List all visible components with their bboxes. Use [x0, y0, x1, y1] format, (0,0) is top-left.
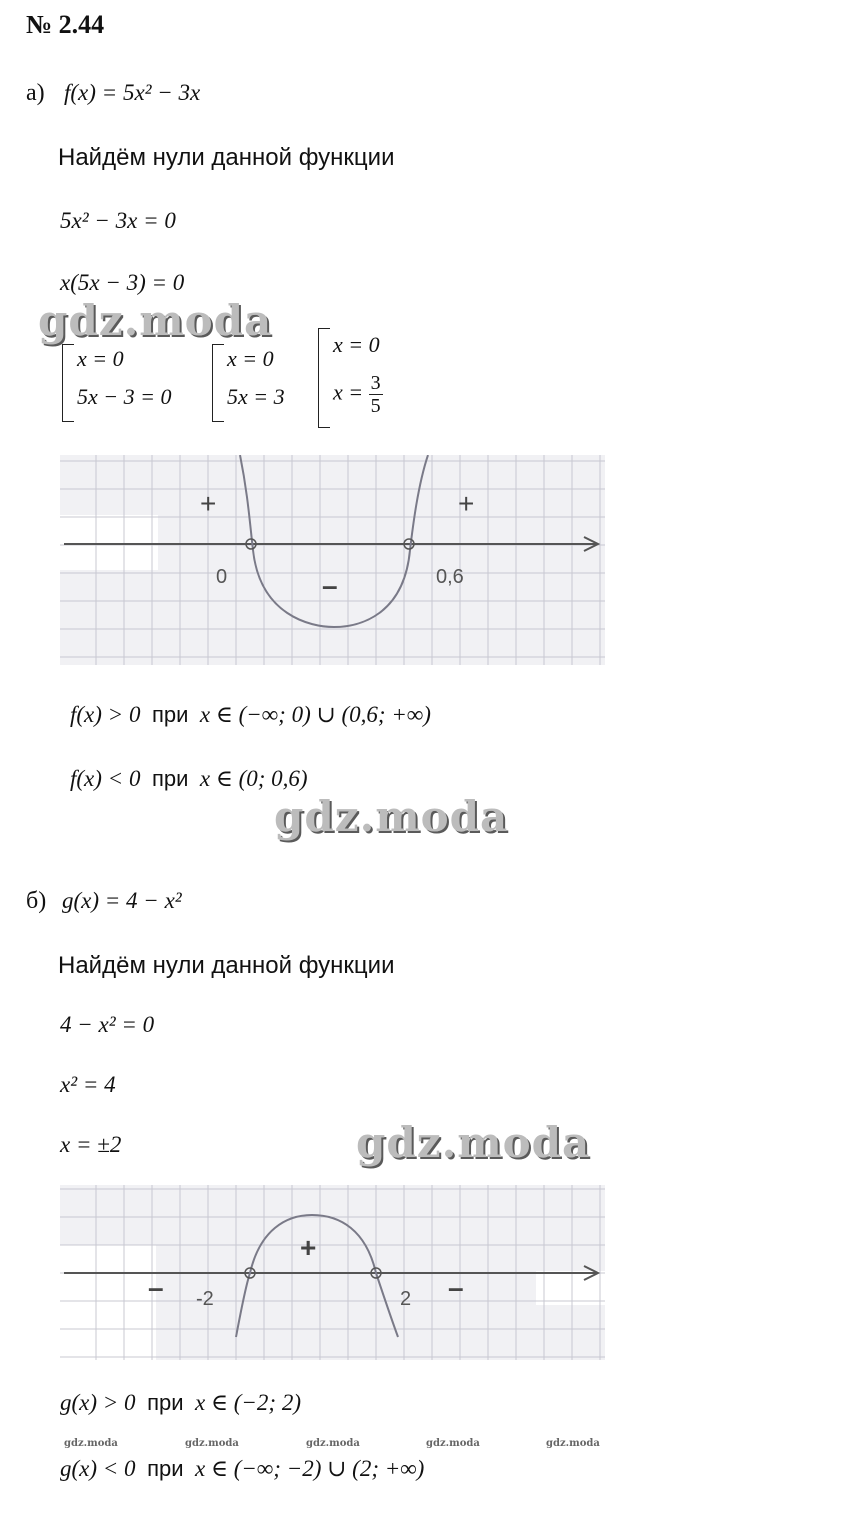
- part-b-equation-2: x² = 4: [60, 1072, 116, 1097]
- fraction-denominator: 5: [370, 395, 381, 417]
- part-b-zeros-text: Найдём нули данной функции: [58, 952, 395, 979]
- watermark-logo: gdz.moda: [38, 296, 273, 345]
- sign-middle: –: [322, 570, 338, 601]
- part-a-system-2: [212, 344, 285, 422]
- system-line: x = 0: [333, 332, 380, 357]
- word-pri: при: [147, 1456, 184, 1481]
- label-root: 0,6: [436, 566, 464, 588]
- part-a-equation-2: x(5x − 3) = 0: [60, 270, 185, 295]
- fraction-prefix: x =: [333, 379, 364, 405]
- sign-left: +: [200, 488, 217, 519]
- word-pri: при: [147, 1390, 184, 1415]
- sign-left: –: [148, 1272, 164, 1303]
- fraction: [369, 372, 383, 417]
- part-a-zeros-text: Найдём нули данной функции: [58, 144, 395, 171]
- part-a-function: f(x) = 5x² − 3x: [64, 80, 201, 105]
- label-left: -2: [196, 1288, 214, 1310]
- interval: x ∈ (−∞; −2) ∪ (2; +∞): [195, 1456, 425, 1481]
- word-pri: при: [151, 766, 189, 791]
- part-a-negative-interval: [70, 766, 308, 792]
- system-line: [333, 372, 383, 417]
- interval: x ∈ (0; 0,6): [199, 766, 308, 791]
- label-right: 2: [400, 1288, 412, 1310]
- inequality: f(x) > 0: [70, 702, 141, 727]
- inequality: f(x) < 0: [70, 766, 141, 791]
- system-line: x = 0: [77, 346, 124, 371]
- part-b-sign-graph: [60, 1185, 605, 1360]
- sign-right: –: [448, 1272, 464, 1303]
- watermark-small: gdz.moda: [306, 1438, 360, 1449]
- part-a-system-1: [62, 344, 172, 422]
- sign-right: +: [458, 488, 475, 519]
- part-a-sign-graph: [60, 455, 605, 665]
- interval: x ∈ (−2; 2): [195, 1390, 301, 1415]
- fraction-numerator: 3: [370, 372, 381, 394]
- watermark-small: gdz.moda: [185, 1438, 239, 1449]
- label-zero: 0: [216, 566, 228, 588]
- part-b-label: б): [26, 888, 47, 914]
- inequality: g(x) < 0: [60, 1456, 136, 1481]
- part-b-equation-3: x = ±2: [60, 1132, 122, 1157]
- watermark-small: gdz.moda: [426, 1438, 480, 1449]
- system-line: 5x = 3: [227, 384, 285, 409]
- watermark-small: gdz.moda: [546, 1438, 600, 1449]
- sign-middle: +: [300, 1232, 317, 1263]
- part-b-function: g(x) = 4 − x²: [62, 888, 182, 913]
- inequality: g(x) > 0: [60, 1390, 136, 1415]
- part-a-equation-1: 5x² − 3x = 0: [60, 208, 176, 233]
- part-a-system-3: [318, 328, 381, 428]
- word-pri: при: [151, 702, 189, 727]
- system-line: 5x − 3 = 0: [77, 384, 172, 409]
- part-b-equation-1: 4 − x² = 0: [60, 1012, 155, 1037]
- interval: x ∈ (−∞; 0) ∪ (0,6; +∞): [199, 702, 431, 727]
- part-b-negative-interval: [60, 1456, 424, 1482]
- part-a-label: а): [26, 80, 45, 106]
- watermark-small: gdz.moda: [64, 1438, 118, 1449]
- problem-number: № 2.44: [26, 10, 105, 39]
- part-b-positive-interval: [60, 1390, 301, 1416]
- part-a-positive-interval: [70, 702, 431, 728]
- system-line: x = 0: [227, 346, 274, 371]
- watermark-logo: gdz.moda: [356, 1118, 591, 1167]
- watermark-logo: gdz.moda: [274, 792, 509, 841]
